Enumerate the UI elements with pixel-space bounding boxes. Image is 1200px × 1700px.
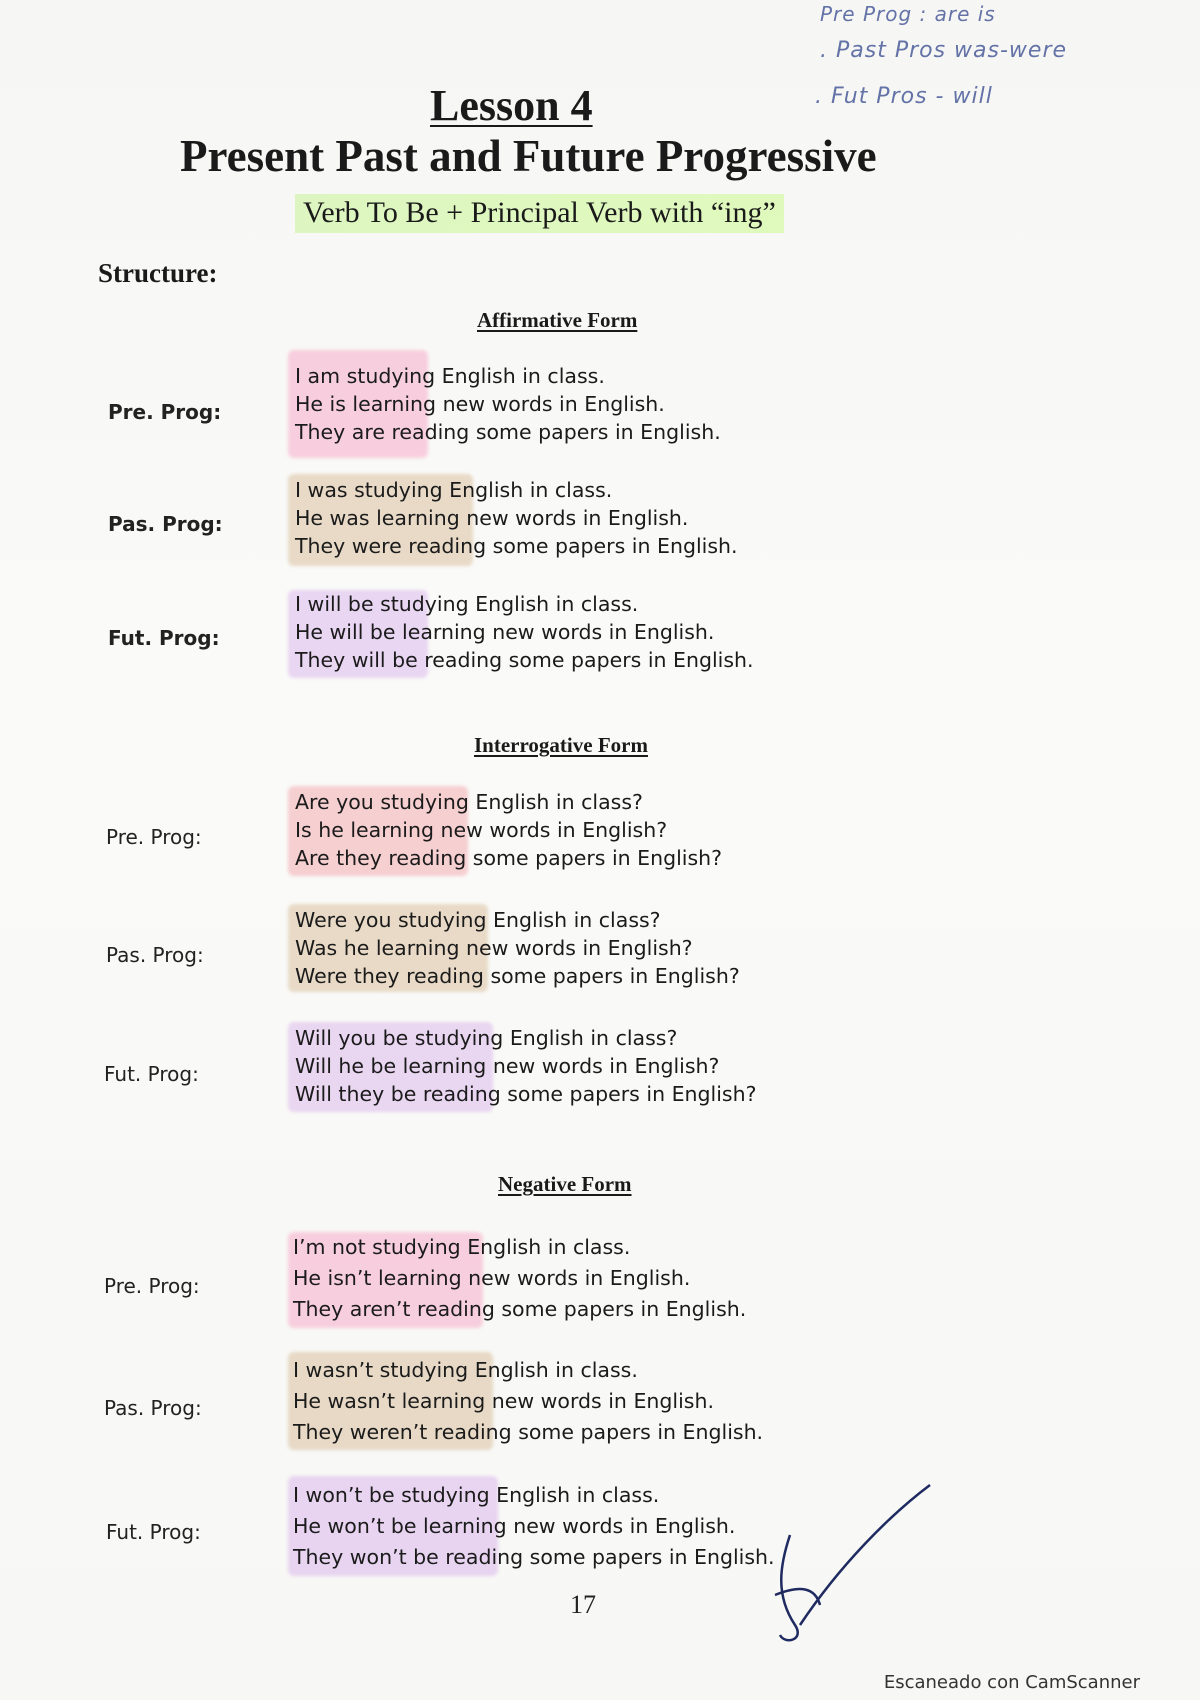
sentence: He isn’t learning new words in English. xyxy=(293,1266,691,1290)
sentence: Is he learning new words in English? xyxy=(295,818,668,842)
sentence: Will he be learning new words in English? xyxy=(295,1054,720,1078)
page-number: 17 xyxy=(570,1590,596,1619)
sentence: I’m not studying English in class. xyxy=(293,1235,631,1259)
sentence: I won’t be studying English in class. xyxy=(293,1483,660,1507)
interrogative-pre-lines xyxy=(295,788,722,872)
sentence: Were you studying English in class? xyxy=(295,908,661,932)
sentence: They will be reading some papers in English. xyxy=(295,648,754,672)
negative-pre-lines xyxy=(293,1232,746,1325)
sentence: Are you studying English in class? xyxy=(295,790,643,814)
negative-pre-label: Pre. Prog: xyxy=(104,1274,200,1298)
sentence: Are they reading some papers in English? xyxy=(295,846,723,870)
sentence: They won’t be reading some papers in English. xyxy=(293,1545,775,1569)
structure-label: Structure: xyxy=(98,258,218,288)
interrogative-fut-label: Fut. Prog: xyxy=(104,1062,199,1086)
interrogative-fut-lines xyxy=(295,1024,757,1108)
negative-pas-label: Pas. Prog: xyxy=(104,1396,202,1420)
sentence: He is learning new words in English. xyxy=(295,392,665,416)
sentence: Were they reading some papers in English? xyxy=(295,964,740,988)
affirmative-pas-lines xyxy=(295,476,738,560)
negative-pas-lines xyxy=(293,1355,763,1448)
sentence: Will you be studying English in class? xyxy=(295,1026,678,1050)
handwritten-note-2: . Past Pros was-were xyxy=(820,38,1068,63)
sentence: He will be learning new words in English. xyxy=(295,620,715,644)
handwritten-note-1: Pre Prog : are is xyxy=(820,2,996,26)
sentence: They aren’t reading some papers in English. xyxy=(293,1297,747,1321)
sentence: He wasn’t learning new words in English. xyxy=(293,1389,714,1413)
signature xyxy=(770,1475,940,1655)
negative-fut-lines xyxy=(293,1480,775,1573)
interrogative-heading: Interrogative Form xyxy=(474,733,648,757)
lesson-title: Lesson 4 xyxy=(430,81,593,130)
interrogative-pas-label: Pas. Prog: xyxy=(106,943,204,967)
handwritten-note-3: . Fut Pros - will xyxy=(815,84,993,109)
negative-heading: Negative Form xyxy=(498,1172,632,1196)
sentence: I am studying English in class. xyxy=(295,364,605,388)
sentence: I will be studying English in class. xyxy=(295,592,639,616)
scanner-watermark: Escaneado con CamScanner xyxy=(883,1672,1140,1693)
sentence: They were reading some papers in English. xyxy=(295,534,738,558)
page-title: Present Past and Future Progressive xyxy=(180,131,877,181)
affirmative-pre-label: Pre. Prog: xyxy=(108,400,222,424)
sentence: He won’t be learning new words in English. xyxy=(293,1514,736,1538)
affirmative-fut-label: Fut. Prog: xyxy=(108,626,220,650)
affirmative-pas-label: Pas. Prog: xyxy=(108,512,223,536)
formula-line xyxy=(295,196,784,230)
affirmative-heading: Affirmative Form xyxy=(477,308,638,332)
interrogative-pas-lines xyxy=(295,906,740,990)
sentence: They weren’t reading some papers in English. xyxy=(293,1420,764,1444)
affirmative-pre-lines xyxy=(295,362,721,446)
negative-fut-label: Fut. Prog: xyxy=(106,1520,201,1544)
interrogative-pre-label: Pre. Prog: xyxy=(106,825,202,849)
formula-highlight: Verb To Be + Principal Verb with “ing” xyxy=(295,194,784,233)
sentence: I wasn’t studying English in class. xyxy=(293,1358,638,1382)
sentence: I was studying English in class. xyxy=(295,478,613,502)
sentence: He was learning new words in English. xyxy=(295,506,689,530)
affirmative-fut-lines xyxy=(295,590,754,674)
sentence: Was he learning new words in English? xyxy=(295,936,693,960)
sentence: They are reading some papers in English. xyxy=(295,420,721,444)
sentence: Will they be reading some papers in English? xyxy=(295,1082,757,1106)
